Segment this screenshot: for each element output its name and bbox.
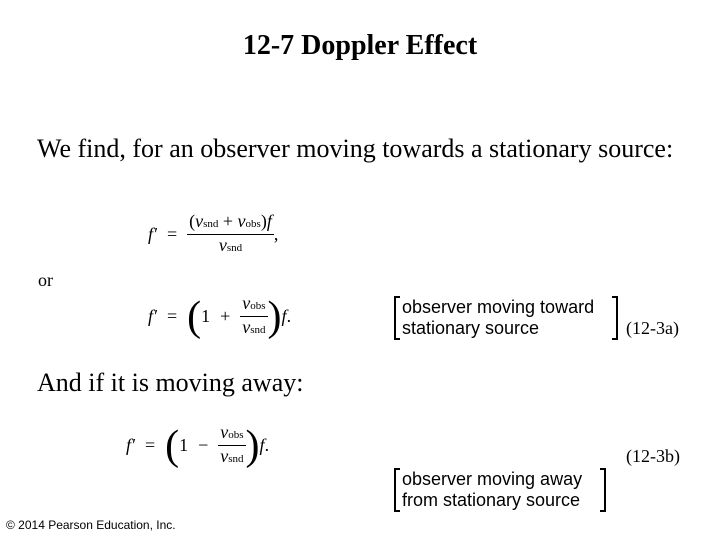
equation-number-b: (12-3b) bbox=[626, 446, 680, 466]
numerator: (vsnd + vobs)f bbox=[187, 211, 274, 235]
right-paren: ) bbox=[267, 293, 282, 340]
comma: , bbox=[273, 224, 279, 244]
moving-away-text: And if it is moving away: bbox=[37, 368, 304, 397]
fraction bbox=[187, 211, 274, 258]
fraction: $\frac{\text{vobs}}{\text{vsnd}}$ bbox=[220, 422, 244, 466]
left-paren: ( bbox=[187, 293, 202, 340]
fraction: $\frac{\text{vobs}}{\text{vsnd}}$ bbox=[242, 293, 266, 337]
f-prime: f′ bbox=[148, 306, 157, 326]
slide-title: 12-7 Doppler Effect bbox=[242, 30, 478, 61]
equation-ratio bbox=[148, 211, 278, 258]
equation-number-a: (12-3a) bbox=[626, 318, 679, 338]
intro-text: We find, for an observer moving towards a stationary source: bbox=[37, 134, 674, 163]
copyright-notice: © 2014 Pearson Education, Inc. bbox=[6, 518, 176, 532]
equals-sign: = bbox=[166, 224, 178, 244]
equation-12-3a: f′ = ( 1 + $\frac{\text{vobs}}{\text{vsnd}}$ ) f . bbox=[148, 293, 292, 340]
equals-sign: = bbox=[166, 306, 178, 326]
f-prime: f′ bbox=[148, 224, 157, 244]
equation-a-label: observer moving toward stationary source bbox=[394, 296, 618, 340]
left-paren: ( bbox=[165, 422, 180, 469]
equals-sign: = bbox=[144, 435, 156, 455]
right-paren: ) bbox=[245, 422, 260, 469]
equation-b-label: observer moving away from stationary source bbox=[394, 468, 606, 512]
denominator: vsnd bbox=[218, 235, 243, 255]
equation-12-3b: f′ = ( 1 − $\frac{\text{vobs}}{\text{vsnd}}$ ) f . bbox=[126, 422, 270, 469]
or-text: or bbox=[38, 270, 53, 290]
f-prime: f′ bbox=[126, 435, 135, 455]
